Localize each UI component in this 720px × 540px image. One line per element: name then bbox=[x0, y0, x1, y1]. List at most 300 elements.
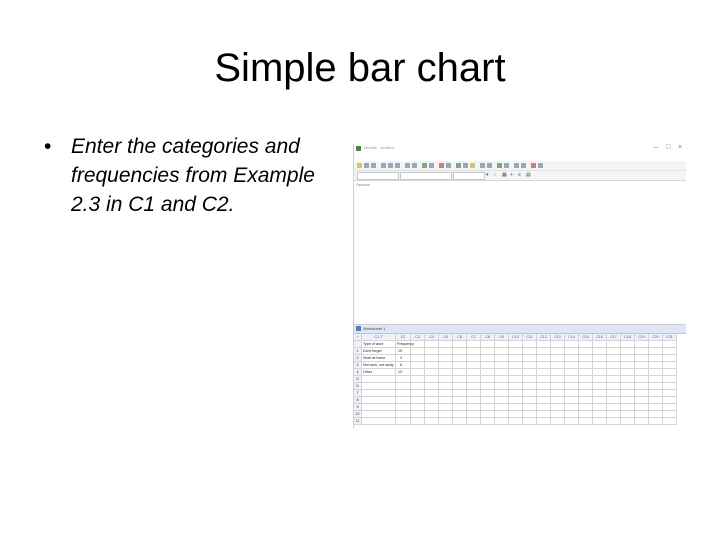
column-name-cell[interactable]: Frequency bbox=[397, 342, 414, 346]
empty-cell[interactable] bbox=[579, 362, 593, 369]
empty-cell[interactable] bbox=[663, 404, 677, 411]
empty-cell[interactable] bbox=[621, 362, 635, 369]
empty-cell[interactable] bbox=[495, 390, 509, 397]
help-icon[interactable] bbox=[446, 163, 451, 168]
empty-cell[interactable] bbox=[635, 418, 649, 425]
empty-cell[interactable] bbox=[649, 397, 663, 404]
column-name-cell[interactable] bbox=[467, 341, 481, 348]
edit-last-dialog-icon[interactable] bbox=[422, 163, 427, 168]
empty-cell[interactable] bbox=[411, 383, 425, 390]
empty-cell[interactable] bbox=[523, 348, 537, 355]
empty-cell[interactable] bbox=[425, 355, 439, 362]
set-id-icon[interactable] bbox=[531, 163, 536, 168]
maximize-button[interactable]: □ bbox=[666, 144, 671, 151]
empty-cell[interactable] bbox=[607, 404, 621, 411]
empty-cell[interactable] bbox=[439, 411, 453, 418]
column-header-c9[interactable]: C9 bbox=[495, 334, 509, 341]
empty-cell[interactable] bbox=[663, 348, 677, 355]
empty-cell[interactable] bbox=[663, 383, 677, 390]
empty-cell[interactable] bbox=[621, 355, 635, 362]
empty-cell[interactable] bbox=[635, 383, 649, 390]
empty-cell[interactable] bbox=[495, 362, 509, 369]
empty-cell[interactable] bbox=[537, 369, 551, 376]
empty-cell[interactable] bbox=[663, 355, 677, 362]
empty-cell[interactable] bbox=[593, 411, 607, 418]
empty-cell[interactable] bbox=[453, 383, 467, 390]
empty-cell[interactable] bbox=[411, 355, 425, 362]
copy-icon[interactable] bbox=[388, 163, 393, 168]
empty-cell[interactable] bbox=[425, 383, 439, 390]
close-button[interactable]: × bbox=[678, 144, 683, 151]
empty-cell[interactable] bbox=[593, 404, 607, 411]
empty-cell[interactable] bbox=[635, 348, 649, 355]
session-window[interactable] bbox=[354, 181, 686, 325]
empty-cell[interactable] bbox=[411, 411, 425, 418]
empty-cell[interactable] bbox=[593, 362, 607, 369]
row-number[interactable]: 5 bbox=[354, 376, 362, 383]
empty-cell[interactable] bbox=[607, 397, 621, 404]
empty-cell[interactable] bbox=[579, 404, 593, 411]
empty-cell[interactable] bbox=[551, 383, 565, 390]
empty-cell[interactable] bbox=[537, 418, 551, 425]
empty-cell[interactable] bbox=[425, 369, 439, 376]
empty-cell[interactable] bbox=[621, 390, 635, 397]
empty-cell[interactable] bbox=[663, 411, 677, 418]
empty-cell[interactable] bbox=[537, 390, 551, 397]
empty-cell[interactable] bbox=[425, 362, 439, 369]
empty-cell[interactable] bbox=[551, 418, 565, 425]
empty-cell[interactable] bbox=[439, 355, 453, 362]
empty-cell[interactable] bbox=[649, 362, 663, 369]
empty-cell[interactable] bbox=[565, 348, 579, 355]
empty-cell[interactable] bbox=[607, 411, 621, 418]
empty-cell[interactable] bbox=[453, 418, 467, 425]
empty-cell[interactable] bbox=[621, 404, 635, 411]
column-name-cell[interactable] bbox=[509, 341, 523, 348]
empty-cell[interactable] bbox=[523, 355, 537, 362]
empty-cell[interactable] bbox=[593, 376, 607, 383]
minimize-button[interactable]: – bbox=[654, 144, 658, 151]
empty-cell[interactable] bbox=[621, 348, 635, 355]
empty-cell[interactable] bbox=[362, 411, 396, 418]
empty-cell[interactable] bbox=[523, 411, 537, 418]
worksheet-icon[interactable] bbox=[463, 163, 468, 168]
empty-cell[interactable] bbox=[551, 362, 565, 369]
column-name-cell[interactable] bbox=[551, 341, 565, 348]
grid-icon[interactable]: ▦ bbox=[502, 172, 507, 178]
empty-cell[interactable] bbox=[425, 397, 439, 404]
empty-cell[interactable] bbox=[607, 348, 621, 355]
column-name-cell[interactable]: Type of work bbox=[362, 341, 396, 348]
empty-cell[interactable] bbox=[621, 369, 635, 376]
row-number[interactable]: 10 bbox=[354, 411, 362, 418]
empty-cell[interactable] bbox=[411, 376, 425, 383]
column-header-c2[interactable]: C2 bbox=[396, 334, 411, 341]
empty-cell[interactable] bbox=[425, 390, 439, 397]
frequency-cell[interactable]: 13 bbox=[396, 369, 411, 376]
row-insert-icon[interactable] bbox=[497, 163, 502, 168]
empty-cell[interactable] bbox=[467, 397, 481, 404]
column-name-cell[interactable] bbox=[481, 341, 495, 348]
empty-cell[interactable] bbox=[607, 369, 621, 376]
empty-cell[interactable] bbox=[467, 390, 481, 397]
empty-cell[interactable] bbox=[481, 376, 495, 383]
empty-cell[interactable] bbox=[453, 362, 467, 369]
row-number[interactable]: 1 bbox=[354, 348, 362, 355]
empty-cell[interactable] bbox=[439, 362, 453, 369]
column-header-c1-t[interactable]: C1-T bbox=[362, 334, 396, 341]
align-icon[interactable]: ≡ bbox=[518, 172, 521, 178]
empty-cell[interactable] bbox=[453, 355, 467, 362]
empty-cell[interactable] bbox=[523, 383, 537, 390]
column-header-c3[interactable]: C3 bbox=[411, 334, 425, 341]
empty-cell[interactable] bbox=[481, 362, 495, 369]
column-header-c15[interactable]: C15 bbox=[579, 334, 593, 341]
empty-cell[interactable] bbox=[495, 383, 509, 390]
empty-cell[interactable] bbox=[509, 362, 523, 369]
category-cell[interactable]: Don't forget bbox=[362, 348, 396, 355]
empty-cell[interactable] bbox=[481, 355, 495, 362]
empty-cell[interactable] bbox=[467, 355, 481, 362]
empty-cell[interactable] bbox=[439, 404, 453, 411]
project-manager-icon[interactable] bbox=[470, 163, 475, 168]
empty-cell[interactable] bbox=[537, 355, 551, 362]
empty-cell[interactable] bbox=[425, 418, 439, 425]
category-cell[interactable]: Work at home bbox=[362, 355, 396, 362]
empty-cell[interactable] bbox=[593, 397, 607, 404]
empty-cell[interactable] bbox=[467, 348, 481, 355]
empty-cell[interactable] bbox=[481, 411, 495, 418]
brush-icon[interactable] bbox=[521, 163, 526, 168]
column-header-c17[interactable]: C17 bbox=[607, 334, 621, 341]
empty-cell[interactable] bbox=[621, 376, 635, 383]
empty-cell[interactable] bbox=[635, 376, 649, 383]
empty-cell[interactable] bbox=[425, 348, 439, 355]
empty-cell[interactable] bbox=[565, 418, 579, 425]
empty-cell[interactable] bbox=[467, 369, 481, 376]
empty-cell[interactable] bbox=[663, 418, 677, 425]
empty-cell[interactable] bbox=[565, 362, 579, 369]
empty-cell[interactable] bbox=[481, 418, 495, 425]
empty-cell[interactable] bbox=[481, 390, 495, 397]
empty-cell[interactable] bbox=[453, 348, 467, 355]
empty-cell[interactable] bbox=[523, 362, 537, 369]
column-name-cell[interactable] bbox=[537, 341, 551, 348]
empty-cell[interactable] bbox=[523, 376, 537, 383]
empty-cell[interactable] bbox=[425, 404, 439, 411]
empty-cell[interactable] bbox=[362, 376, 396, 383]
empty-cell[interactable] bbox=[579, 348, 593, 355]
empty-cell[interactable] bbox=[495, 411, 509, 418]
category-cell[interactable]: Other bbox=[362, 369, 396, 376]
empty-cell[interactable] bbox=[439, 390, 453, 397]
empty-cell[interactable] bbox=[509, 348, 523, 355]
empty-cell[interactable] bbox=[495, 369, 509, 376]
empty-cell[interactable] bbox=[579, 376, 593, 383]
row-number[interactable]: 9 bbox=[354, 404, 362, 411]
empty-cell[interactable] bbox=[551, 397, 565, 404]
empty-cell[interactable] bbox=[362, 383, 396, 390]
row-number[interactable]: 2 bbox=[354, 355, 362, 362]
find-icon[interactable] bbox=[429, 163, 434, 168]
column-name-cell[interactable] bbox=[649, 341, 663, 348]
session-window-icon[interactable] bbox=[456, 163, 461, 168]
font-dropdown[interactable] bbox=[400, 172, 452, 180]
cut-icon[interactable] bbox=[381, 163, 386, 168]
empty-cell[interactable] bbox=[537, 397, 551, 404]
empty-cell[interactable] bbox=[537, 376, 551, 383]
empty-cell[interactable] bbox=[396, 383, 411, 390]
empty-cell[interactable] bbox=[579, 355, 593, 362]
empty-cell[interactable] bbox=[635, 397, 649, 404]
column-name-cell[interactable] bbox=[635, 341, 649, 348]
empty-cell[interactable] bbox=[523, 418, 537, 425]
empty-cell[interactable] bbox=[362, 397, 396, 404]
empty-cell[interactable] bbox=[495, 376, 509, 383]
column-name-cell[interactable] bbox=[495, 341, 509, 348]
empty-cell[interactable] bbox=[481, 369, 495, 376]
row-number[interactable]: 6 bbox=[354, 383, 362, 390]
open-project-icon[interactable] bbox=[357, 163, 362, 168]
arrow-right-icon[interactable]: › bbox=[494, 172, 496, 178]
empty-cell[interactable] bbox=[551, 369, 565, 376]
empty-cell[interactable] bbox=[411, 362, 425, 369]
empty-cell[interactable] bbox=[579, 411, 593, 418]
empty-cell[interactable] bbox=[649, 404, 663, 411]
empty-cell[interactable] bbox=[467, 404, 481, 411]
empty-cell[interactable] bbox=[565, 404, 579, 411]
column-header-c13[interactable]: C13 bbox=[551, 334, 565, 341]
empty-cell[interactable] bbox=[649, 418, 663, 425]
empty-cell[interactable] bbox=[481, 404, 495, 411]
empty-cell[interactable] bbox=[565, 369, 579, 376]
corner-cell[interactable]: + bbox=[354, 334, 362, 341]
empty-cell[interactable] bbox=[565, 355, 579, 362]
empty-cell[interactable] bbox=[649, 376, 663, 383]
view-icon[interactable] bbox=[538, 163, 543, 168]
empty-cell[interactable] bbox=[635, 362, 649, 369]
empty-cell[interactable] bbox=[565, 376, 579, 383]
column-insert-icon[interactable] bbox=[504, 163, 509, 168]
empty-cell[interactable] bbox=[509, 369, 523, 376]
empty-cell[interactable] bbox=[621, 397, 635, 404]
empty-cell[interactable] bbox=[481, 348, 495, 355]
empty-cell[interactable] bbox=[439, 348, 453, 355]
empty-cell[interactable] bbox=[509, 411, 523, 418]
empty-cell[interactable] bbox=[663, 397, 677, 404]
empty-cell[interactable] bbox=[495, 355, 509, 362]
empty-cell[interactable] bbox=[649, 383, 663, 390]
empty-cell[interactable] bbox=[565, 390, 579, 397]
empty-cell[interactable] bbox=[509, 397, 523, 404]
empty-cell[interactable] bbox=[453, 404, 467, 411]
empty-cell[interactable] bbox=[607, 376, 621, 383]
empty-cell[interactable] bbox=[663, 369, 677, 376]
empty-cell[interactable] bbox=[649, 390, 663, 397]
empty-cell[interactable] bbox=[607, 383, 621, 390]
empty-cell[interactable] bbox=[439, 376, 453, 383]
empty-cell[interactable] bbox=[439, 397, 453, 404]
empty-cell[interactable] bbox=[593, 348, 607, 355]
empty-cell[interactable] bbox=[607, 362, 621, 369]
empty-cell[interactable] bbox=[523, 397, 537, 404]
empty-cell[interactable] bbox=[551, 355, 565, 362]
empty-cell[interactable] bbox=[537, 383, 551, 390]
arrow-down-icon[interactable]: ▾ bbox=[486, 172, 489, 178]
empty-cell[interactable] bbox=[411, 390, 425, 397]
frequency-cell[interactable]: 8 bbox=[396, 362, 411, 369]
column-header-c18[interactable]: C18 bbox=[621, 334, 635, 341]
empty-cell[interactable] bbox=[411, 348, 425, 355]
empty-cell[interactable] bbox=[551, 348, 565, 355]
column-header-c12[interactable]: C12 bbox=[537, 334, 551, 341]
column-header-c20[interactable]: C20 bbox=[649, 334, 663, 341]
empty-cell[interactable] bbox=[453, 390, 467, 397]
column-header-c21[interactable]: C21 bbox=[663, 334, 677, 341]
empty-cell[interactable] bbox=[593, 383, 607, 390]
empty-cell[interactable] bbox=[621, 418, 635, 425]
column-header-c5[interactable]: C5 bbox=[439, 334, 453, 341]
frequency-cell[interactable]: 4 bbox=[396, 355, 411, 362]
row-number[interactable]: 8 bbox=[354, 397, 362, 404]
empty-cell[interactable] bbox=[467, 376, 481, 383]
empty-cell[interactable] bbox=[495, 397, 509, 404]
empty-cell[interactable] bbox=[411, 397, 425, 404]
empty-cell[interactable] bbox=[439, 383, 453, 390]
empty-cell[interactable] bbox=[439, 418, 453, 425]
column-name-cell[interactable] bbox=[565, 341, 579, 348]
empty-cell[interactable] bbox=[635, 390, 649, 397]
empty-cell[interactable] bbox=[396, 376, 411, 383]
empty-cell[interactable] bbox=[439, 369, 453, 376]
empty-cell[interactable] bbox=[481, 383, 495, 390]
print-icon[interactable] bbox=[371, 163, 376, 168]
empty-cell[interactable] bbox=[362, 404, 396, 411]
plus-icon[interactable]: + bbox=[510, 172, 513, 178]
row-number[interactable]: 11 bbox=[354, 418, 362, 425]
redo-icon[interactable] bbox=[412, 163, 417, 168]
empty-cell[interactable] bbox=[593, 390, 607, 397]
empty-cell[interactable] bbox=[425, 411, 439, 418]
empty-cell[interactable] bbox=[523, 390, 537, 397]
empty-cell[interactable] bbox=[467, 418, 481, 425]
empty-cell[interactable] bbox=[649, 348, 663, 355]
command-dropdown[interactable] bbox=[357, 172, 399, 180]
empty-cell[interactable] bbox=[495, 418, 509, 425]
column-name-cell[interactable] bbox=[621, 341, 635, 348]
empty-cell[interactable] bbox=[579, 383, 593, 390]
empty-cell[interactable] bbox=[649, 355, 663, 362]
empty-cell[interactable] bbox=[537, 348, 551, 355]
row-number[interactable]: 3 bbox=[354, 362, 362, 369]
empty-cell[interactable] bbox=[509, 418, 523, 425]
empty-cell[interactable] bbox=[551, 376, 565, 383]
column-name-cell[interactable] bbox=[439, 341, 453, 348]
empty-cell[interactable] bbox=[453, 369, 467, 376]
empty-cell[interactable] bbox=[509, 355, 523, 362]
empty-cell[interactable] bbox=[523, 369, 537, 376]
empty-cell[interactable] bbox=[509, 404, 523, 411]
empty-cell[interactable] bbox=[635, 369, 649, 376]
empty-cell[interactable] bbox=[396, 404, 411, 411]
empty-cell[interactable] bbox=[663, 376, 677, 383]
frequency-cell[interactable]: 15 bbox=[396, 348, 411, 355]
empty-cell[interactable] bbox=[551, 411, 565, 418]
empty-cell[interactable] bbox=[607, 418, 621, 425]
empty-cell[interactable] bbox=[396, 397, 411, 404]
save-icon[interactable] bbox=[364, 163, 369, 168]
empty-cell[interactable] bbox=[649, 411, 663, 418]
column-header-c11[interactable]: C11 bbox=[523, 334, 537, 341]
empty-cell[interactable] bbox=[593, 355, 607, 362]
empty-cell[interactable] bbox=[523, 404, 537, 411]
paste-icon[interactable] bbox=[395, 163, 400, 168]
column-name-cell[interactable] bbox=[579, 341, 593, 348]
column-name-cell[interactable] bbox=[425, 341, 439, 348]
empty-cell[interactable] bbox=[551, 404, 565, 411]
column-header-c14[interactable]: C14 bbox=[565, 334, 579, 341]
empty-cell[interactable] bbox=[453, 376, 467, 383]
chart-icon[interactable] bbox=[514, 163, 519, 168]
empty-cell[interactable] bbox=[362, 418, 396, 425]
empty-cell[interactable] bbox=[593, 418, 607, 425]
empty-cell[interactable] bbox=[396, 411, 411, 418]
empty-cell[interactable] bbox=[453, 411, 467, 418]
empty-cell[interactable] bbox=[362, 390, 396, 397]
empty-cell[interactable] bbox=[537, 411, 551, 418]
column-header-c8[interactable]: C8 bbox=[481, 334, 495, 341]
empty-cell[interactable] bbox=[509, 383, 523, 390]
empty-cell[interactable] bbox=[467, 362, 481, 369]
empty-cell[interactable] bbox=[565, 383, 579, 390]
row-number[interactable]: 4 bbox=[354, 369, 362, 376]
column-name-cell[interactable] bbox=[411, 341, 425, 348]
empty-cell[interactable] bbox=[509, 390, 523, 397]
column-header-c16[interactable]: C16 bbox=[593, 334, 607, 341]
empty-cell[interactable] bbox=[481, 397, 495, 404]
empty-cell[interactable] bbox=[467, 411, 481, 418]
column-header-c10[interactable]: C10 bbox=[509, 334, 523, 341]
empty-cell[interactable] bbox=[663, 362, 677, 369]
empty-cell[interactable] bbox=[411, 418, 425, 425]
empty-cell[interactable] bbox=[635, 411, 649, 418]
empty-cell[interactable] bbox=[621, 383, 635, 390]
empty-cell[interactable] bbox=[579, 390, 593, 397]
empty-cell[interactable] bbox=[579, 397, 593, 404]
empty-cell[interactable] bbox=[425, 376, 439, 383]
empty-cell[interactable] bbox=[495, 348, 509, 355]
cancel-icon[interactable] bbox=[439, 163, 444, 168]
empty-cell[interactable] bbox=[579, 369, 593, 376]
column-name-cell[interactable] bbox=[593, 341, 607, 348]
empty-cell[interactable] bbox=[396, 390, 411, 397]
empty-cell[interactable] bbox=[509, 376, 523, 383]
empty-cell[interactable] bbox=[453, 397, 467, 404]
empty-cell[interactable] bbox=[635, 404, 649, 411]
row-number[interactable]: 7 bbox=[354, 390, 362, 397]
column-header-c19[interactable]: C19 bbox=[635, 334, 649, 341]
column-name-cell[interactable] bbox=[453, 341, 467, 348]
column-header-c6[interactable]: C6 bbox=[453, 334, 467, 341]
empty-cell[interactable] bbox=[663, 390, 677, 397]
empty-cell[interactable] bbox=[467, 383, 481, 390]
column-name-cell[interactable] bbox=[523, 341, 537, 348]
empty-cell[interactable] bbox=[565, 397, 579, 404]
empty-cell[interactable] bbox=[579, 418, 593, 425]
cells-icon[interactable]: ▤ bbox=[526, 172, 531, 178]
empty-cell[interactable] bbox=[607, 390, 621, 397]
empty-cell[interactable] bbox=[537, 362, 551, 369]
